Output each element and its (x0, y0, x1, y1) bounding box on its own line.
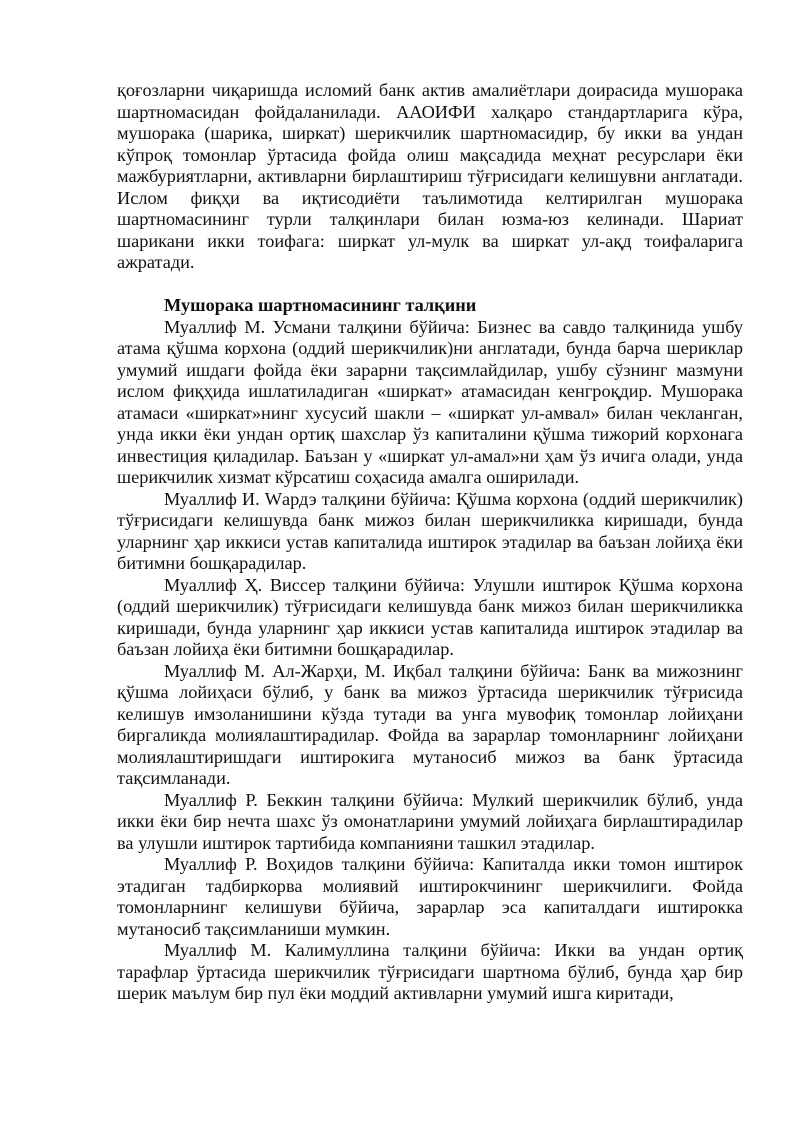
document-page (117, 80, 743, 1005)
paragraph-vohidov: Муаллиф Р. Воҳидов талқини бўйича: Капиталда икки томон иштирок этадиган тадбиркорва молиявий иштирокчининг шерикчилиги. Фойда томонларнинг келишуви бўйича, зарарлар эса капиталдаги иштирокка мутаносиб тақсимланиши мумкин. (117, 854, 743, 939)
paragraph-warde: Муаллиф И. Wардэ талқини бўйича: Қўшма корхона (оддий шерикчилик) тўғрисидаги келишувда банк мижоз билан шерикчиликка киришади, бунда уларнинг ҳар иккиси устав капиталида иштирок этадилар ва баъзан лойиҳа ёки битимни бошқарадилар. (117, 488, 743, 573)
paragraph-usmani: Муаллиф М. Усмани талқини бўйича: Бизнес ва савдо талқинида ушбу атама қўшма корхона (оддий шерикчилик)ни англатади, бунда барча шериклар умумий ишдаги фойда ёки зарарни тақсимлайдилар, ушбу сўзнинг мазмуни ислом фиқҳида ишлатиладиган «ширкат» атамасидан кенгроқдир. Мушорака атамаси «ширкат»нинг хусусий шакли – «ширкат ул-амвал» билан чекланган, унда икки ёки ундан ортиқ шахслар ўз капиталини қўшма тижорий корхонага инвестиция қиладилар. Баъзан у «ширкат ул-амал»ни ҳам ўз ичига олади, унда шерикчилик хизмат кўрсатиш соҳасида амалга оширилади. (117, 316, 743, 487)
section-heading: Мушорака шартномасининг талқини (164, 295, 477, 315)
paragraph-al-jarhi-iqbal: Муаллиф М. Ал-Жарҳи, М. Иқбал талқини бўйича: Банк ва мижознинг қўшма лойиҳаси бўлиб, у банк ва мижоз ўртасида шерикчилик тўғрисида келишув имзоланишини кўзда тутади ва унга мувофиқ томонлар лойиҳани биргаликда молиялаштирадилар. Фойда ва зарарлар томонларнинг лойиҳани молиялаштиришдаги иштирокига мутаносиб мижоз ва банк ўртасида тақсимланади. (117, 660, 743, 788)
paragraph-bekkin: Муаллиф Р. Беккин талқини бўйича: Мулкий шерикчилик бўлиб, унда икки ёки бир нечта шахс ўз омонатларини умумий лойиҳага бирлаштирадилар ва улушли иштирок тартибида компанияни ташкил этадилар. (117, 789, 743, 853)
intro-paragraph: қоғозларни чиқаришда исломий банк актив амалиётлари доирасида мушорака шартномасидан фойдаланилади. ААОИФИ халқаро стандартларига кўра, мушорака (шарика, ширкат) шерикчилик шартномасидир, бу икки ва ундан кўпроқ томонлар ўртасида фойда олиш мақсадида меҳнат ресурслари ёки мажбуриятларни, активларни бирлаштириш тўғрисидаги келишувни англатади. Ислом фиқҳи ва иқтисодиёти таълимотида келтирилган мушорака шартномасининг турли талқинлари билан юзма-юз келинади. Шариат шарикани икки тоифага: ширкат ул-мулк ва ширкат ул-ақд тоифаларига ажратади. (117, 80, 743, 272)
paragraph-kalimullina: Муаллиф М. Калимуллина талқини бўйича: Икки ва ундан ортиқ тарафлар ўртасида шерикчилик тўғрисидаги шартнома бўлиб, бунда ҳар бир шерик маълум бир пул ёки моддий активларни умумий ишга киритади, (117, 940, 743, 1003)
paragraph-visser: Муаллиф Ҳ. Виссер талқини бўйича: Улушли иштирок Қўшма корхона (оддий шерикчилик) тўғрисидаги келишувда банк мижоз билан шерикчиликка киришади, бунда уларнинг ҳар иккиси устав капиталида иштирок этадилар ва баъзан лойиҳа ёки битимни бошқарадилар. (117, 574, 743, 659)
